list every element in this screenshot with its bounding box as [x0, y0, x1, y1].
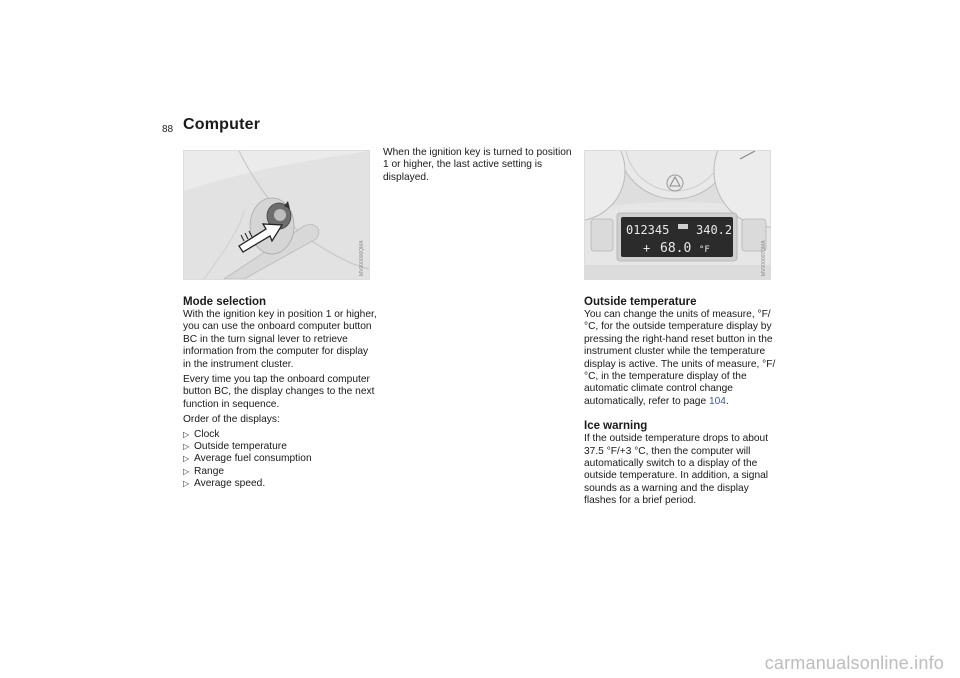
ice-warning-heading: Ice warning [584, 420, 648, 433]
display-trip: 340.2 [696, 223, 733, 237]
middle-paragraph: When the ignition key is turned to position 1 or higher, the last active setting is displayed. [383, 147, 572, 183]
figure-code: MV000006QMA [359, 240, 365, 276]
page-reference-link[interactable]: 104 [708, 395, 726, 407]
mode-selection-paragraph-2: Every time you tap the onboard computer button BC, the display changes to the next function in sequence. [183, 374, 375, 410]
watermark: carmanualsonline.info [764, 653, 944, 673]
mode-selection-section [183, 296, 378, 491]
mode-selection-paragraph-1: With the ignition key in position 1 or higher, you can use the onboard computer button BC in the turn signal lever to retrieve information from the computer for display in the instrument cluster. [183, 309, 377, 370]
instrument-cluster-figure [584, 150, 771, 280]
page-title: Computer [183, 116, 261, 133]
instrument-cluster-illustration [585, 151, 770, 279]
outside-temperature-heading: Outside temperature [584, 296, 697, 308]
list-item: ▷ Range [183, 466, 378, 478]
figure-code: MV000007QMA [761, 240, 767, 276]
mode-selection-heading: Mode selection [183, 296, 267, 308]
list-item: ▷ Clock [183, 429, 378, 441]
outside-temperature-section [584, 296, 776, 508]
middle-section [383, 147, 575, 184]
display-odometer: 012345 [626, 223, 670, 237]
display-temperature: 68.0 [660, 241, 692, 256]
mode-selection-paragraph-3: Order of the displays: [183, 414, 280, 426]
list-item: ▷ Average fuel consumption [183, 453, 378, 465]
ice-warning-paragraph: If the outside temperature drops to about 37.5 °F/+3 °C, then the computer will automatically switch to a display of the outside temperature. In addition, a signal sounds as a warning and the display flashes for a brief period. [584, 433, 769, 507]
outside-temperature-paragraph: You can change the units of measure, °F/°C, for the outside temperature display by pressing the right-hand reset button in the instrument cluster while the temperature display is active. The units of measure, °F/°C, in the temperature display of the automatic climate control change automatically, refer to page 104. [584, 309, 776, 407]
turn-signal-lever-illustration [184, 151, 369, 279]
turn-signal-lever-figure [183, 150, 370, 280]
list-item: ▷ Average speed. [183, 478, 378, 490]
list-item: ▷ Outside temperature [183, 441, 378, 453]
display-order-list [183, 429, 378, 491]
page-number: 88 [162, 124, 174, 135]
display-sign: + [643, 241, 651, 255]
display-unit: °F [699, 245, 710, 255]
